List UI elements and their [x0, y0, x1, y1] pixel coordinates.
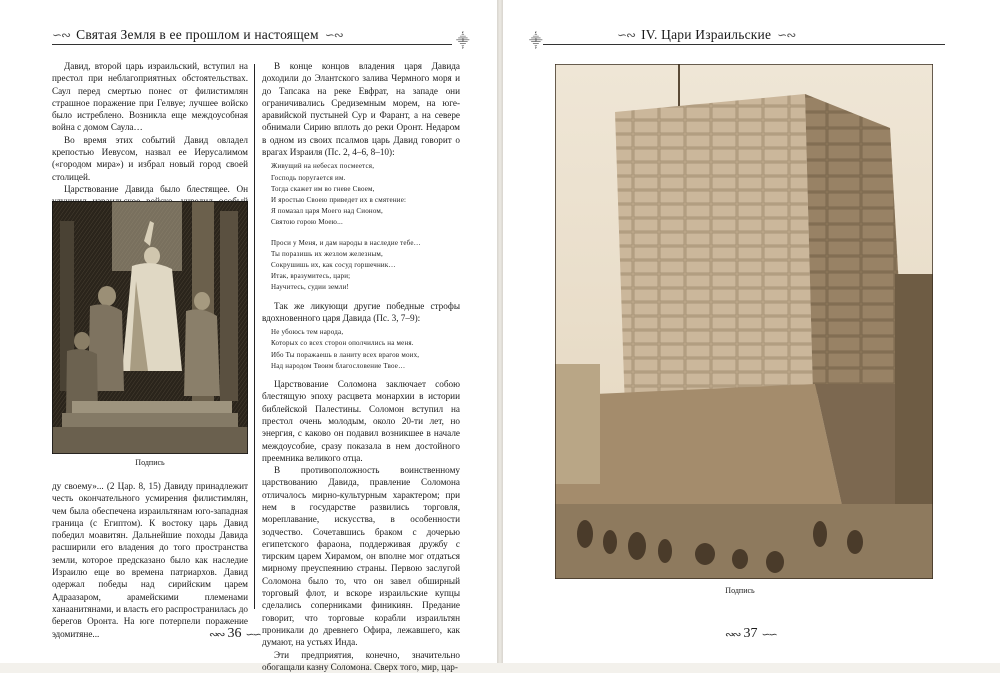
paragraph: Эти предприятия, конечно, значительно обогащали казну Соломона. Сверх того, мир, цар-: [262, 649, 460, 672]
folio-ornament-icon: ∽∽: [761, 628, 776, 641]
poem-line: Не убоюсь тем народа,: [271, 328, 344, 337]
page-number: 36: [227, 626, 242, 641]
right-running-header: [617, 27, 947, 43]
header-ornament-icon: ∽∾: [324, 27, 343, 42]
poem-line: Живущий на небесах посмеется,: [271, 162, 375, 171]
paragraph: Так же ликующи другие победные строфы вдохновенного царя Давида (Пс. 3, 7–9):: [262, 300, 460, 323]
poem-line: Господь поругается им.: [271, 173, 346, 182]
right-header-title: IV. Цари Израильские: [641, 27, 772, 42]
right-page-number: [721, 626, 780, 642]
poem-line: Проси у Меня, и дам народы в наследие тебе…: [271, 238, 421, 247]
header-flourish-icon: ⸎: [456, 33, 470, 48]
right-photo-caption: Подпись: [725, 586, 755, 595]
psalm-quote-1: [271, 161, 460, 293]
left-illustration-caption: Подпись: [135, 458, 165, 467]
tower-photo-image: [555, 64, 933, 579]
header-ornament-icon: ∽∾: [52, 27, 71, 42]
paragraph: В конце концов владения царя Давида доходили до Элантского залива Чермного моря и до Тапсака на реке Евфрат, на западе они ограничивались Средиземным морем, на юге-аравийской пустыней Сур и Фарант, а на севере обнимали Сирию вплоть до реки Оронт. Недаром в одном из своих псалмов царь Давид говорит о врагах Израиля (Пс. 2, 4–6, 8–10):: [262, 61, 460, 158]
poem-line: Которых со всех сторон ополчились на меня.: [271, 339, 414, 348]
poem-line: Святою горою Моею...: [271, 218, 343, 227]
left-header-title: Святая Земля в ее прошлом и настоящем: [76, 27, 319, 42]
poem-line: Научитесь, судии земли!: [271, 283, 350, 292]
paragraph: Во время этих событий Давид овладел крепостью Иевусом, назвал ее Иерусалимом («городом мира») и избрал новый город своей столицей.: [52, 134, 248, 182]
left-page-number: [205, 626, 264, 642]
paragraph: Царствование Соломона заключает собою блестящую эпоху расцвета монархии в истории библейской Палестины. Соломон вступил на престол очень молодым, около 20-ти лет, но энергия, с каково он подавил возникшее в начале междоусобие, сразу показала в нем достойного преемника великого отца.: [262, 379, 460, 463]
poem-line: Сокрушишь их, как сосуд горшечник…: [271, 261, 396, 269]
page-number: 37: [743, 626, 758, 641]
folio-ornament-icon: ∽∽: [245, 628, 260, 641]
left-header-rule: [52, 44, 452, 45]
engraving-image: [52, 201, 248, 454]
left-column-bottom: [52, 480, 248, 640]
header-ornament-icon: ∽∾: [777, 27, 796, 42]
folio-ornament-icon: ∾∾: [209, 628, 224, 641]
tower-photograph: [555, 64, 933, 579]
left-column-right: [262, 60, 460, 673]
left-running-header: [52, 27, 482, 43]
column-rule: [254, 64, 255, 609]
poem-line: Ибо Ты поражаешь в ланиту всех врагов моих,: [271, 350, 420, 359]
poem-line: Над народом Твоим благословение Твое…: [271, 361, 406, 370]
poem-line: Ты поразишь их жезлом железным,: [271, 249, 383, 258]
paragraph: ду своему»... (2 Цар. 8, 15) Давиду принадлежит честь окончательного усмирения филистимлян, чем была обеспечена израильтянам юго-западная граница (с Египтом). К востоку царь Давид победил моавитян. Дальнейшие походы Давида расширили его владения до того пространства земли, которое предсказано было как наследие Израилю еще во времена патриархов. Давид одержал победы над сирийским царем Адраазаром, арамейскими племенами ханаанитянами, и власть его распространилась до берегов Оронта. На юге потерпели поражение эдомитяне...: [52, 481, 248, 639]
folio-ornament-icon: ∾∾: [725, 628, 740, 641]
header-flourish-icon: ⸎: [529, 33, 543, 48]
poem-line: Я помазал царя Моего над Сионом,: [271, 207, 383, 216]
poem-line: Тогда скажет им во гневе Своем,: [271, 184, 375, 193]
engraving-illustration: [52, 201, 248, 454]
paragraph: Давид, второй царь израильский, вступил на престол при неблагоприятных обстоятельствах. Саул перед смертью понес от филистимлян страшное поражение при Гелвуе; лучшее войско было истреблено. Возникла еще междоусобная война с домом Саула…: [52, 61, 248, 133]
right-header-rule: [543, 44, 945, 45]
header-ornament-icon: ∽∾: [617, 27, 636, 42]
paragraph: В противоположность воинственному царствованию Давида, правление Соломона отличалось мирно-культурным характером; при нем в государстве развились торговля, мореплавание, искусства, в особенности зодчество. Сочетавшись браком с дочерью египетского фараона, поддерживая дружбу с тирским царем Хирамом, он вполне мог отдаться мирному преуспеянию страны. Первою заслугой Соломона было то, что он завел обширный торговый флот, и вскоре израильские купцы сделались соперниками финикиян. Предание говорит, что торговые корабли израильтян проникали до древнего Офира, лежавшего, как думают, на устьях Инда.: [262, 465, 460, 648]
poem-line: И яростью Своею приведет их в смятение:: [271, 195, 407, 204]
paragraph: Царствование Давида было блестящее. Он: [64, 183, 248, 194]
psalm-quote-2: [271, 327, 460, 372]
poem-line: Итак, вразумитесь, цари;: [271, 272, 351, 281]
